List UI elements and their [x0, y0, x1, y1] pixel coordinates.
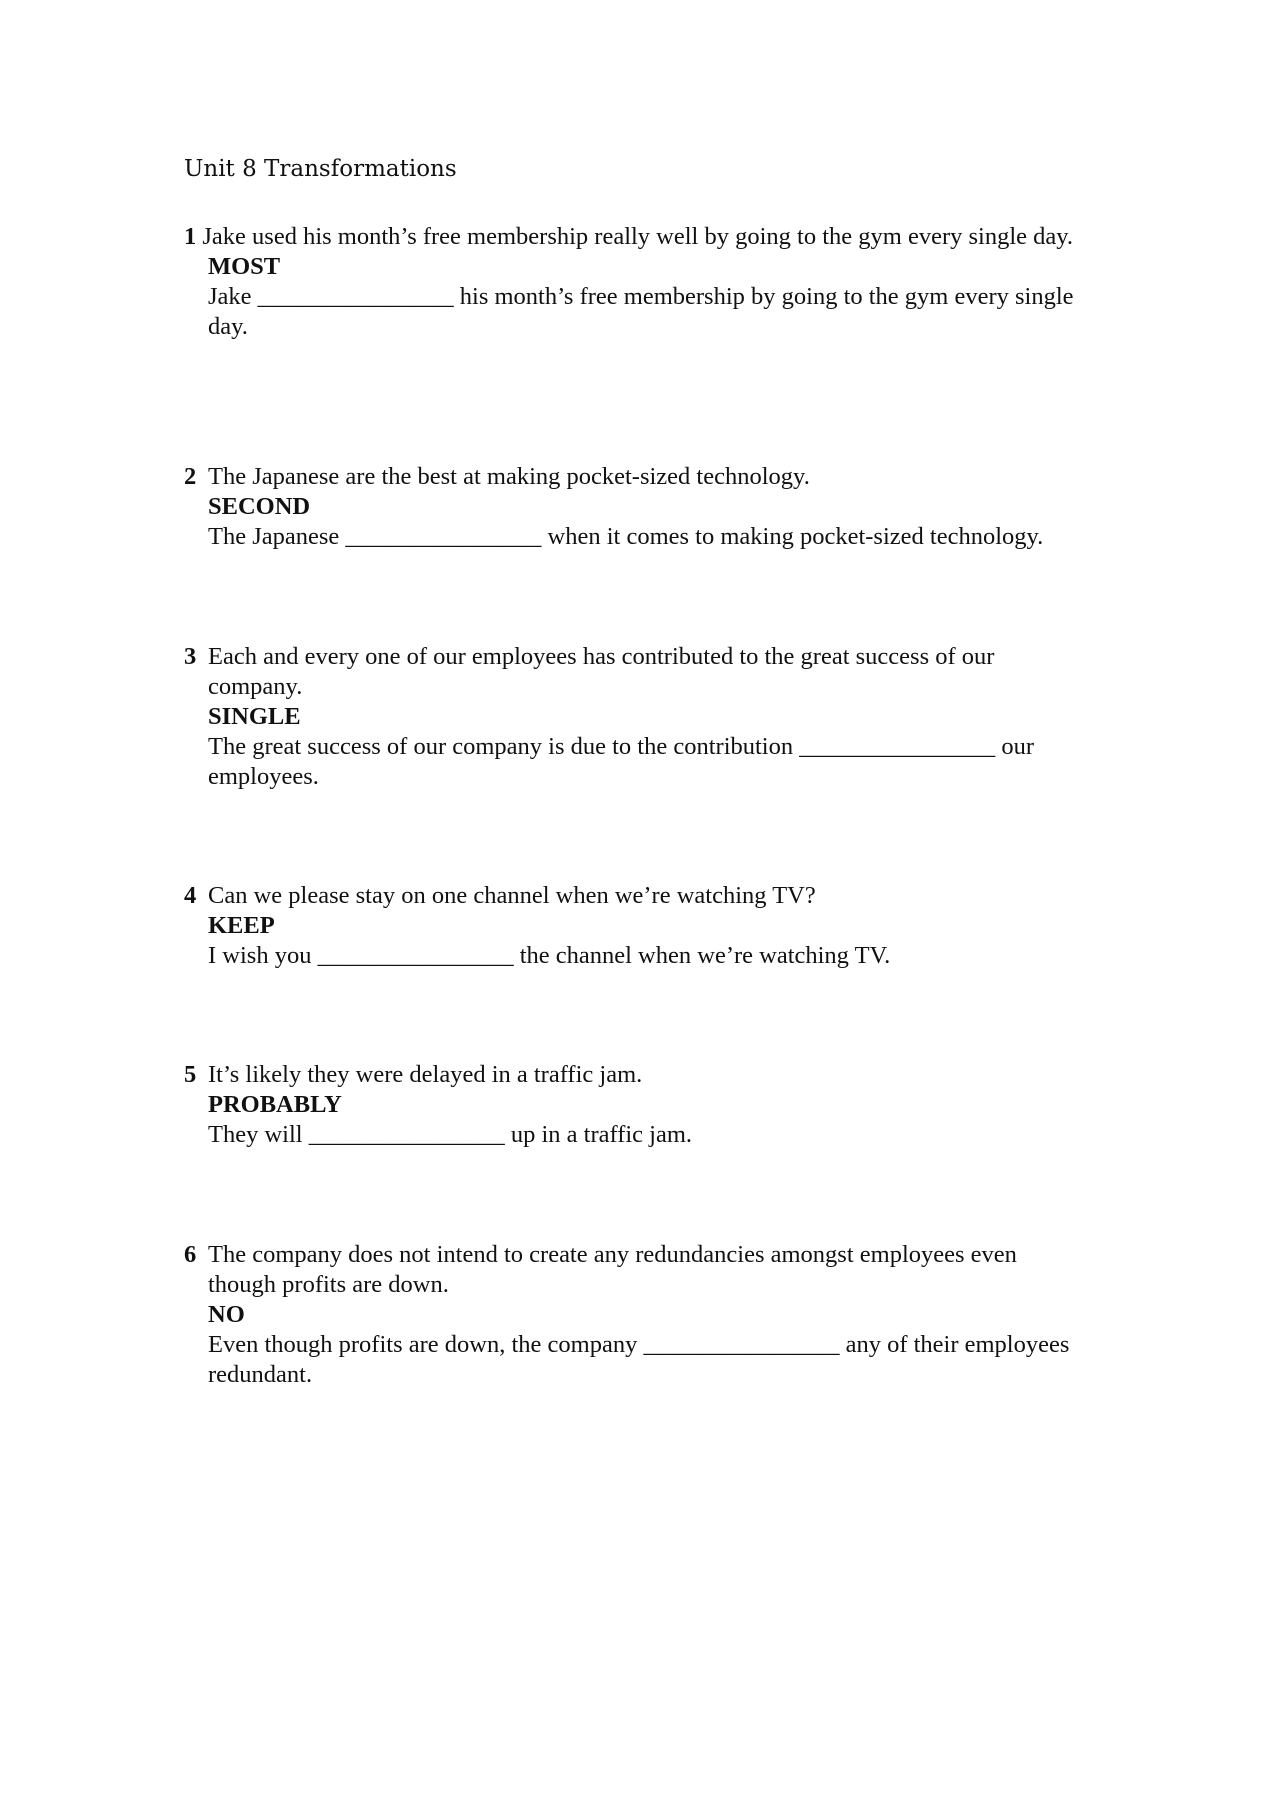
question-text: The company does not intend to create any redundancies amongst employees even though profits are down.: [208, 1241, 1017, 1298]
question-5: [184, 1060, 1084, 1150]
answer-sentence: Even though profits are down, the company ________________ any of their employees redundant.: [208, 1331, 1070, 1388]
question-number: 4: [184, 882, 197, 909]
question-6: [184, 1240, 1084, 1390]
question-text: Each and every one of our employees has contributed to the great success of our company.: [208, 643, 995, 700]
question-prompt: [184, 1240, 1084, 1300]
keyword: NO: [208, 1301, 245, 1328]
page-title: Unit 8 Transformations: [184, 156, 457, 182]
keyword: PROBABLY: [208, 1091, 342, 1118]
question-2: [184, 462, 1084, 552]
question-number: 3: [184, 643, 197, 670]
question-prompt: [184, 642, 1084, 702]
question-number: 6: [184, 1241, 197, 1268]
keyword: KEEP: [208, 912, 275, 939]
answer-sentence: Jake ________________ his month’s free membership by going to the gym every single day.: [208, 283, 1074, 340]
question-1: [184, 222, 1084, 342]
question-4: [184, 881, 1084, 971]
question-prompt: [184, 1060, 1084, 1090]
question-text: Can we please stay on one channel when we’re watching TV?: [208, 882, 816, 909]
keyword: SINGLE: [208, 703, 301, 730]
keyword: SECOND: [208, 493, 311, 520]
question-3: [184, 642, 1084, 792]
question-number: 5: [184, 1061, 197, 1088]
question-number: 2: [184, 463, 197, 490]
keyword: MOST: [208, 253, 281, 280]
answer-sentence: They will ________________ up in a traffic jam.: [208, 1121, 693, 1148]
question-number: 1: [184, 223, 197, 250]
answer-sentence: The great success of our company is due to the contribution ________________ our employees.: [208, 733, 1035, 790]
answer-sentence: I wish you ________________ the channel when we’re watching TV.: [208, 942, 891, 969]
question-text: The Japanese are the best at making pocket-sized technology.: [208, 463, 810, 490]
question-text: It’s likely they were delayed in a traffic jam.: [208, 1061, 643, 1088]
answer-sentence: The Japanese ________________ when it comes to making pocket-sized technology.: [208, 523, 1044, 550]
question-text: Jake used his month’s free membership really well by going to the gym every single day.: [202, 223, 1074, 250]
question-prompt: [184, 222, 1084, 252]
question-prompt: [184, 881, 1084, 911]
question-prompt: [184, 462, 1084, 492]
